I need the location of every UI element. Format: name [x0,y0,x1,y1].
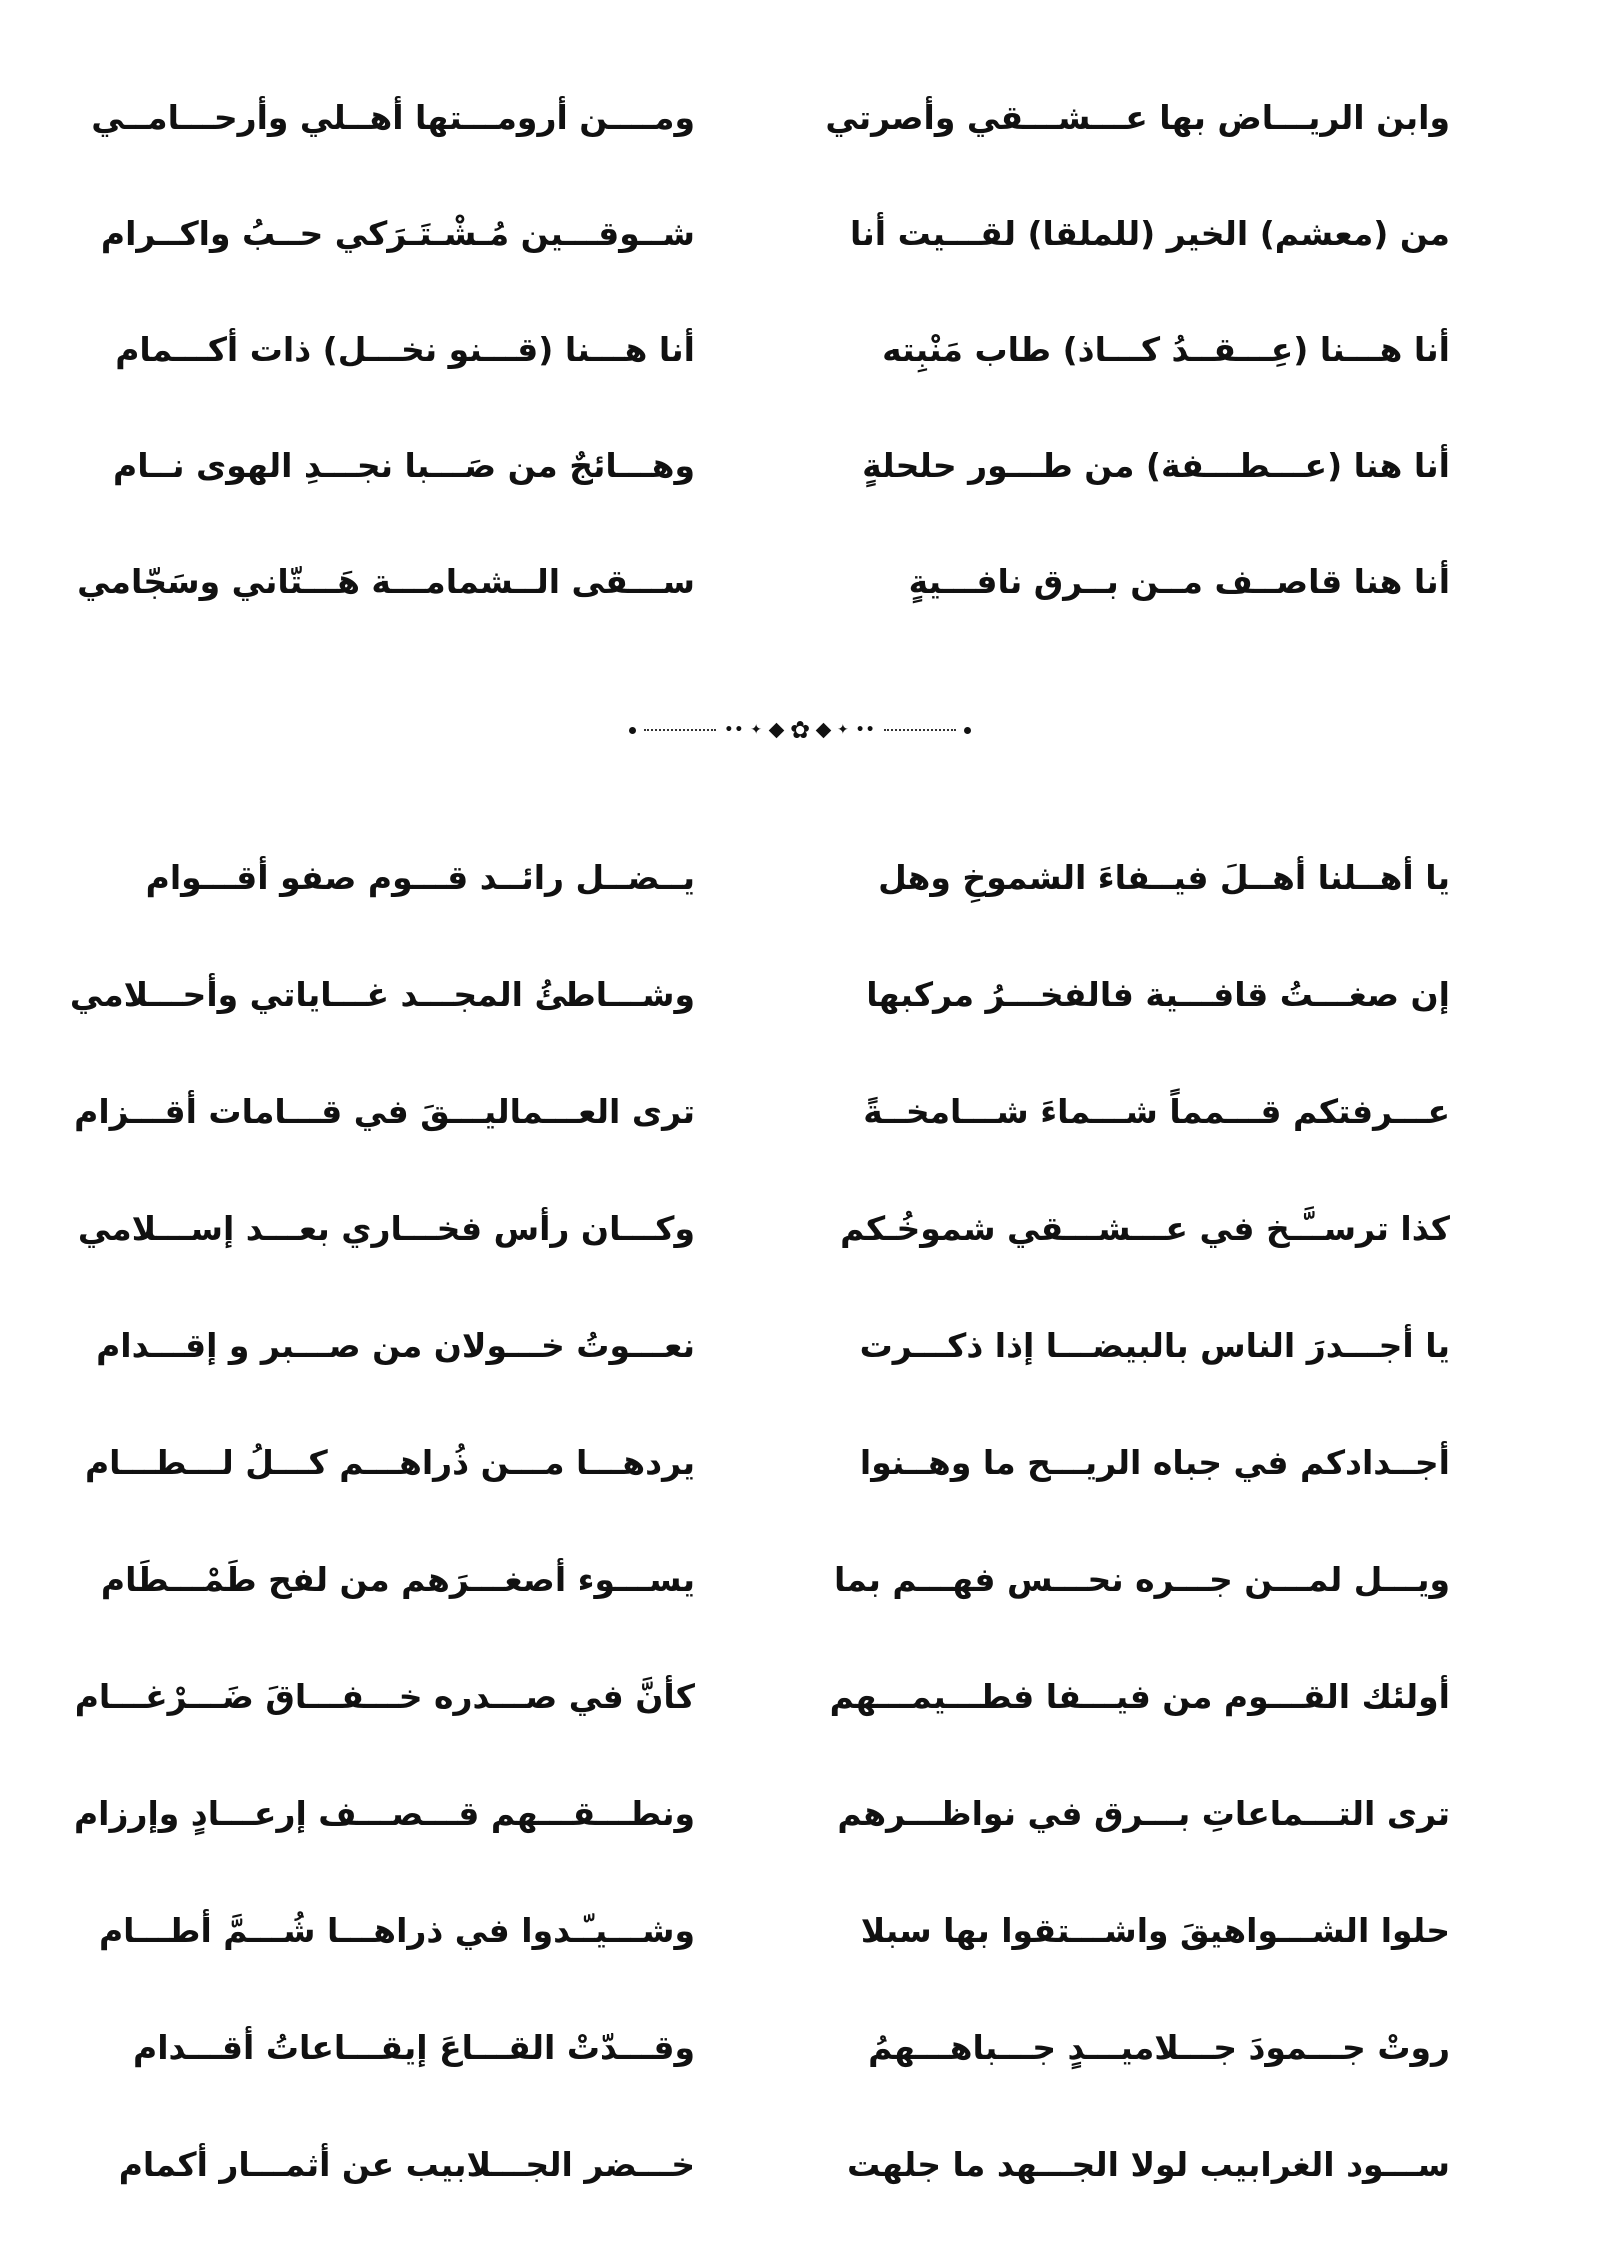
first-hemistich: روتْ جـــمودَ جـــلاميـــدٍ جـــباهـــهمُ [868,2028,1450,2067]
first-hemistich: ترى التـــماعاتِ بـــرق في نواظـــرهم [837,1794,1450,1833]
first-hemistich: أجــدادكم في جباه الريـــح ما وهــنوا [859,1443,1450,1482]
first-hemistich: وابن الريـــاض بها عـــشـــقي وأصرتي [825,98,1450,137]
ornamental-divider [0,700,1600,760]
second-hemistich: شــوقـــين مُـشْـتَـرَكي حــبُ واكــرام [100,214,695,253]
second-hemistich: وكـــان رأس فخـــاري بعـــد إســـلامي [77,1209,695,1248]
first-hemistich: أنا هنا (عـــطـــفة) من طـــور حلحلةٍ [862,446,1450,485]
diamond-icon [816,722,832,738]
second-hemistich: ونطـــقـــهم قـــصـــف إرعـــادٍ وإرزام [73,1794,695,1833]
verse-line [0,2125,1600,2242]
second-hemistich: وقـــدّتْ القـــاعَ إيقـــاعاتُ أقـــدام [133,2028,695,2067]
divider-dot [964,727,971,734]
first-hemistich: يا أجـــدرَ الناس بالبيضـــا إذا ذكـــرت [859,1326,1450,1365]
first-hemistich: ســـود الغرابيب لولا الجـــهد ما جلهت [847,2145,1450,2184]
divider-left-dots: •• ✦ [724,722,763,738]
verse-line [0,1657,1600,1774]
first-hemistich: أنا هنا قاصــف مــن بــرق نافـــيةٍ [908,562,1450,601]
second-hemistich: يســـوء أصغـــرَهم من لفح طَمْـــطَام [100,1560,695,1599]
verse-line [0,1891,1600,2008]
second-hemistich: خـــضر الجـــلابيب عن أثمـــار أكمام [118,2145,695,2184]
first-hemistich: من (معشم) الخير (للملقا) لقـــيت أنا [850,214,1450,253]
first-hemistich: أولئك القـــوم من فيـــفا فطـــيمـــهم [829,1677,1450,1716]
second-hemistich: يــضــل رائــد قـــوم صفو أقـــوام [145,858,695,897]
divider-line [884,729,956,731]
verse-line [0,310,1600,426]
diamond-icon [769,722,785,738]
verse-line [0,1306,1600,1423]
first-hemistich: ويـــل لمـــن جـــره نحـــس فهـــم بما [834,1560,1450,1599]
verse-line [0,194,1600,310]
verse-line [0,2008,1600,2125]
divider-right-dots: ✦ •• [837,722,876,738]
second-hemistich: ترى العـــماليـــقَ في قـــامات أقـــزام [74,1092,695,1131]
first-hemistich: أنا هـــنا (عِـــقــدُ كـــاذ) طاب مَنْبِته [882,330,1450,369]
verse-line [0,955,1600,1072]
first-hemistich: كذا ترســَّـخ في عـــشـــقي شموخُـكم [840,1209,1450,1248]
divider-line [644,729,716,731]
verse-line [0,78,1600,194]
stanza-one [0,78,1600,658]
verse-line [0,542,1600,658]
second-hemistich: وشـــاطئُ المجـــد غـــاياتي وأحـــلامي [69,975,695,1014]
second-hemistich: نعـــوتُ خـــولان من صـــبر و إقـــدام [96,1326,695,1365]
second-hemistich: وشـــيـّـدوا في ذراهـــا شُـــمَّ أطـــام [99,1911,695,1950]
second-hemistich: ســـقى الــشمامـــة هَـــتّاني وسَجّامي [77,562,695,601]
flower-ornament-icon: ✿ [789,716,811,744]
second-hemistich: أنا هـــنا (قـــنو نخـــل) ذات أكـــمام [115,330,695,369]
verse-line [0,1189,1600,1306]
verse-line [0,1540,1600,1657]
first-hemistich: إن صغـــتُ قافـــية فالفخـــرُ مركبها [866,975,1450,1014]
second-hemistich: كأنَّ في صـــدره خـــفـــاقَ ضَـــرْغـــام [74,1677,695,1716]
verse-line [0,1774,1600,1891]
stanza-two [0,838,1600,2242]
verse-line [0,1423,1600,1540]
verse-line [0,1072,1600,1189]
first-hemistich: حلوا الشـــواهيقَ واشـــتقوا بها سبلا [860,1911,1450,1950]
second-hemistich: وهـــائجٌ من صَـــبا نجـــدِ الهوى نــام [113,446,695,485]
divider-dot [629,727,636,734]
second-hemistich: يردهـــا مـــن ذُراهـــم كـــلُ لـــطـــام [84,1443,695,1482]
verse-line [0,426,1600,542]
second-hemistich: ومــــن أرومـــتها أهــلي وأرحـــامــي [91,98,695,137]
first-hemistich: يا أهــلنا أهــلَ فيــفاءَ الشموخِ وهل [878,858,1450,897]
first-hemistich: عـــرفتكم قـــمماً شـــماءَ شـــامخــةً [863,1092,1450,1131]
verse-line [0,838,1600,955]
